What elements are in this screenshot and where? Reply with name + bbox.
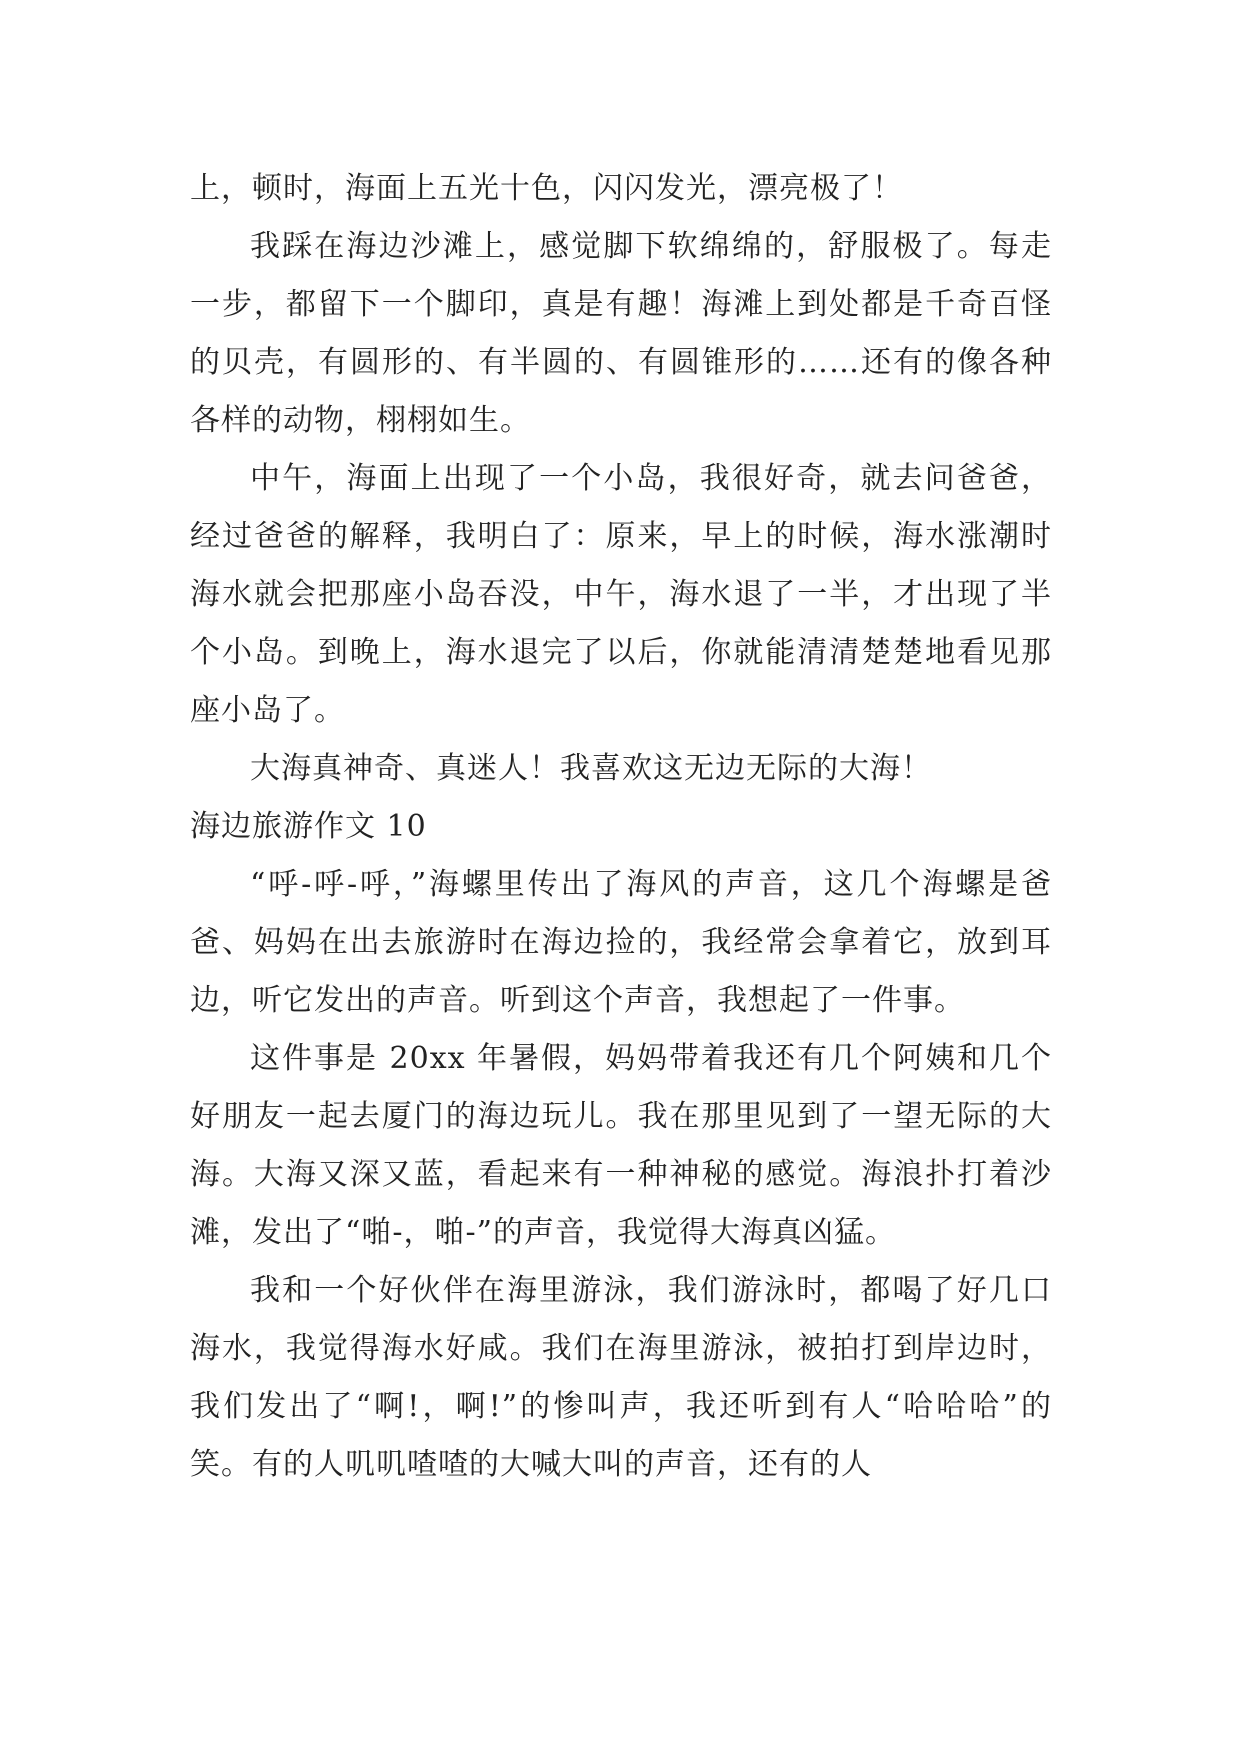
paragraph-6: 这件事是 20xx 年暑假，妈妈带着我还有几个阿姨和几个好朋友一起去厦门的海边玩儿。我在那里见到了一望无际的大海。大海又深又蓝，看起来有一种神秘的感觉。海浪扑打着沙滩，发出了“啪-，啪-”的声音，我觉得大海真凶猛。 [190, 1041, 1052, 1250]
paragraph-4: 大海真神奇、真迷人！我喜欢这无边无际的大海！ [250, 751, 932, 786]
paragraph-7: 我和一个好伙伴在海里游泳，我们游泳时，都喝了好几口海水，我觉得海水好咸。我们在海里游泳，被拍打到岸边时，我们发出了“啊!，啊!”的惨叫声，我还听到有人“哈哈哈”的笑。有的人叽叽喳喳的大喊大叫的声音，还有的人 [190, 1273, 1052, 1482]
section-heading: 海边旅游作文 10 [190, 809, 427, 844]
paragraph-1: 上，顿时，海面上五光十色，闪闪发光，漂亮极了！ [190, 171, 903, 206]
document-body [190, 160, 1052, 1494]
paragraph-3: 中午，海面上出现了一个小岛，我很好奇，就去问爸爸，经过爸爸的解释，我明白了：原来，早上的时候，海水涨潮时海水就会把那座小岛吞没，中午，海水退了一半，才出现了半个小岛。到晚上，海水退完了以后，你就能清清楚楚地看见那座小岛了。 [190, 461, 1052, 728]
paragraph-5: “呼-呼-呼，”海螺里传出了海风的声音，这几个海螺是爸爸、妈妈在出去旅游时在海边捡的，我经常会拿着它，放到耳边，听它发出的声音。听到这个声音，我想起了一件事。 [190, 867, 1052, 1018]
paragraph-2: 我踩在海边沙滩上，感觉脚下软绵绵的，舒服极了。每走一步，都留下一个脚印，真是有趣！海滩上到处都是千奇百怪的贝壳，有圆形的、有半圆的、有圆锥形的……还有的像各种各样的动物，栩栩如生。 [190, 229, 1052, 438]
